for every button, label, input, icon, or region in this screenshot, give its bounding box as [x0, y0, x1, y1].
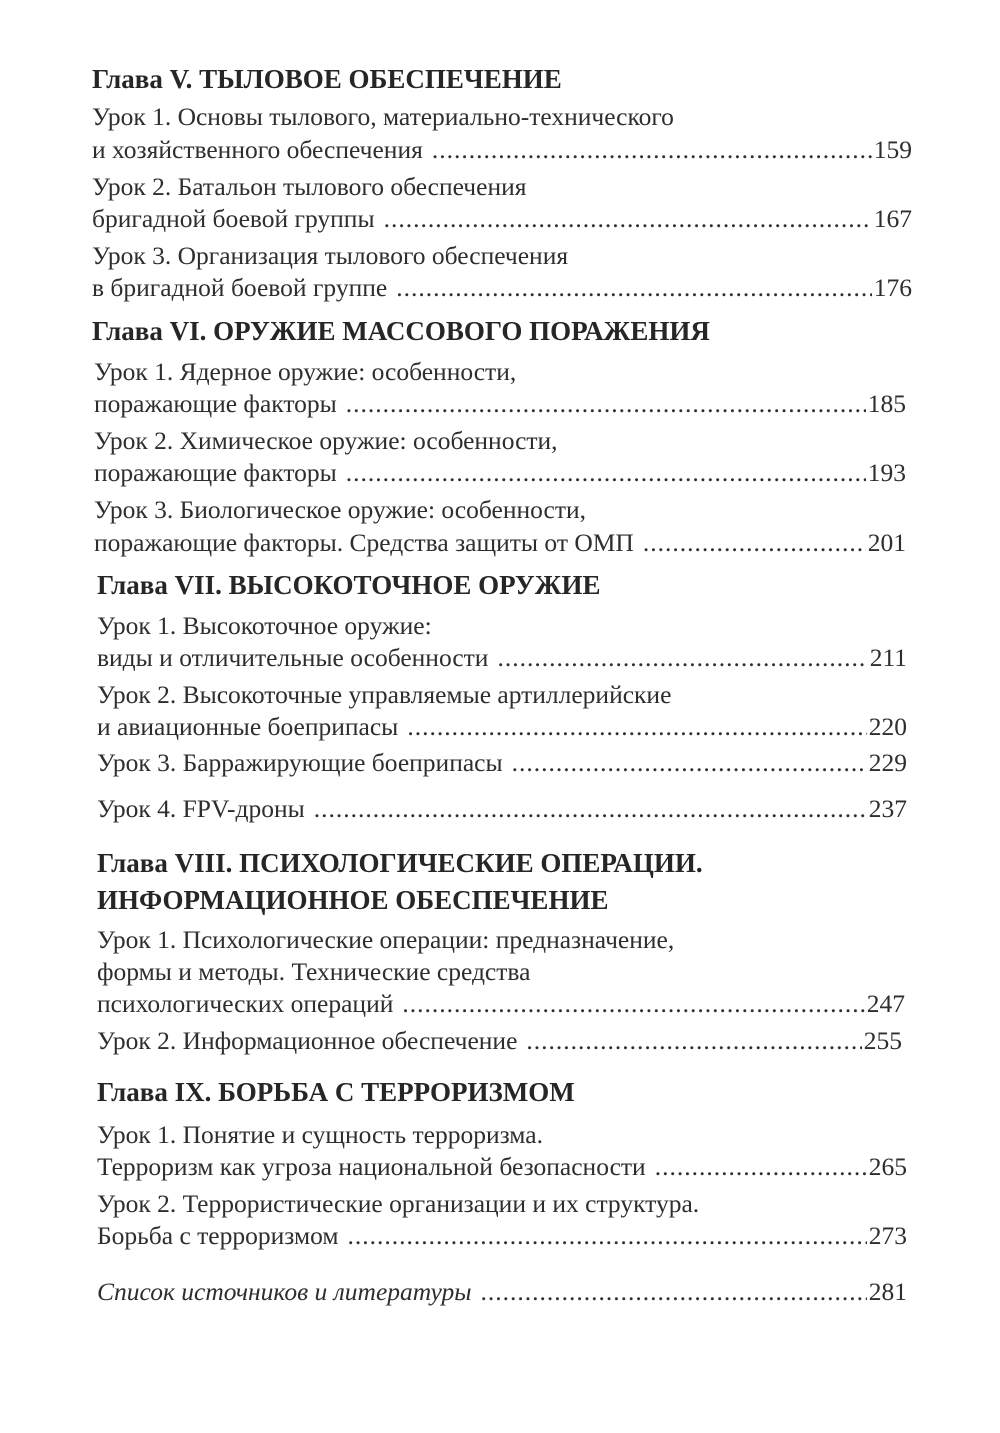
dot-leader [526, 1024, 861, 1058]
page-number: 220 [868, 712, 907, 741]
references-title: Список источников и литературы [97, 1277, 472, 1306]
lesson-line: Урок 1. Понятие и сущность терроризма. [97, 1120, 543, 1149]
toc-entry[interactable] [92, 271, 912, 305]
page-number: 211 [869, 643, 907, 672]
page-number: 229 [868, 748, 907, 777]
toc-entry[interactable] [97, 987, 905, 1021]
chapter-title: Глава VII. ВЫСОКОТОЧНОЕ ОРУЖИЕ [97, 570, 601, 600]
entry-text: поражающие факторы [94, 389, 337, 418]
entry-text: и хозяйственного обеспечения [92, 135, 423, 164]
page-number: 281 [868, 1277, 907, 1306]
dot-leader [402, 987, 864, 1021]
toc-entry[interactable] [97, 710, 907, 744]
dot-leader [396, 271, 872, 305]
toc-entry[interactable] [97, 1024, 902, 1058]
page-number: 185 [867, 389, 906, 418]
entry-text: и авиационные боеприпасы [97, 712, 399, 741]
dot-leader [346, 387, 866, 421]
page-number: 193 [867, 458, 906, 487]
entry-text: Урок 2. Информационное обеспечение [97, 1026, 518, 1055]
chapter-title: Глава VI. ОРУЖИЕ МАССОВОГО ПОРАЖЕНИЯ [92, 316, 710, 346]
entry-text: Борьба с терроризмом [97, 1221, 339, 1250]
lesson-line: Урок 1. Основы тылового, материально-технического [92, 102, 674, 131]
page-number: 237 [868, 794, 907, 823]
page-number: 247 [866, 989, 905, 1018]
toc-entry[interactable] [97, 641, 907, 675]
entry-text: виды и отличительные особенности [97, 643, 489, 672]
dot-leader [643, 526, 866, 560]
dot-leader [655, 1150, 867, 1184]
dot-leader [512, 746, 867, 780]
lesson-line: Урок 2. Высокоточные управляемые артиллерийские [97, 680, 672, 709]
dot-leader [497, 641, 867, 675]
entry-text: Урок 3. Барражирующие боеприпасы [97, 748, 503, 777]
page-number: 255 [863, 1026, 902, 1055]
toc-entry[interactable] [94, 526, 906, 560]
dot-leader [432, 133, 872, 167]
lesson-line: Урок 1. Психологические операции: предназначение, [97, 925, 675, 954]
lesson-line: Урок 2. Химическое оружие: особенности, [94, 426, 558, 455]
chapter-title: Глава IX. БОРЬБА С ТЕРРОРИЗМОМ [97, 1077, 575, 1107]
lesson-line: Урок 3. Биологическое оружие: особенности, [94, 495, 586, 524]
lesson-line: формы и методы. Технические средства [97, 957, 531, 986]
page-number: 273 [868, 1221, 907, 1250]
toc-entry[interactable] [92, 133, 912, 167]
toc-entry[interactable] [94, 387, 906, 421]
dot-leader [314, 792, 867, 826]
page-number: 176 [873, 273, 912, 302]
chapter-title: ИНФОРМАЦИОННОЕ ОБЕСПЕЧЕНИЕ [97, 885, 609, 915]
page-number: 159 [873, 135, 912, 164]
dot-leader [481, 1275, 867, 1309]
toc-entry[interactable] [97, 1150, 907, 1184]
toc-entry[interactable] [97, 746, 907, 780]
entry-text: поражающие факторы [94, 458, 337, 487]
chapter-title: Глава VIII. ПСИХОЛОГИЧЕСКИЕ ОПЕРАЦИИ. [97, 848, 703, 878]
toc-entry[interactable] [97, 1219, 907, 1253]
page-number: 167 [873, 204, 912, 233]
dot-leader [407, 710, 866, 744]
toc-entry[interactable] [92, 202, 912, 236]
dot-leader [384, 202, 872, 236]
toc-entry[interactable] [97, 792, 907, 826]
lesson-line: Урок 1. Высокоточное оружие: [97, 611, 432, 640]
entry-text: бригадной боевой группы [92, 204, 375, 233]
dot-leader [346, 456, 866, 490]
entry-text: Урок 4. FPV-дроны [97, 794, 305, 823]
lesson-line: Урок 2. Батальон тылового обеспечения [92, 172, 527, 201]
entry-text: Терроризм как угроза национальной безопасности [97, 1152, 646, 1181]
entry-text: психологических операций [97, 989, 394, 1018]
references-entry[interactable] [97, 1275, 907, 1309]
entry-text: в бригадной боевой группе [92, 273, 388, 302]
dot-leader [348, 1219, 867, 1253]
chapter-title: Глава V. ТЫЛОВОЕ ОБЕСПЕЧЕНИЕ [92, 64, 562, 94]
lesson-line: Урок 2. Террористические организации и их структура. [97, 1189, 700, 1218]
lesson-line: Урок 1. Ядерное оружие: особенности, [94, 357, 517, 386]
page-number: 201 [867, 528, 906, 557]
lesson-line: Урок 3. Организация тылового обеспечения [92, 241, 569, 270]
entry-text: поражающие факторы. Средства защиты от ОМП [94, 528, 634, 557]
toc-entry[interactable] [94, 456, 906, 490]
page-number: 265 [868, 1152, 907, 1181]
